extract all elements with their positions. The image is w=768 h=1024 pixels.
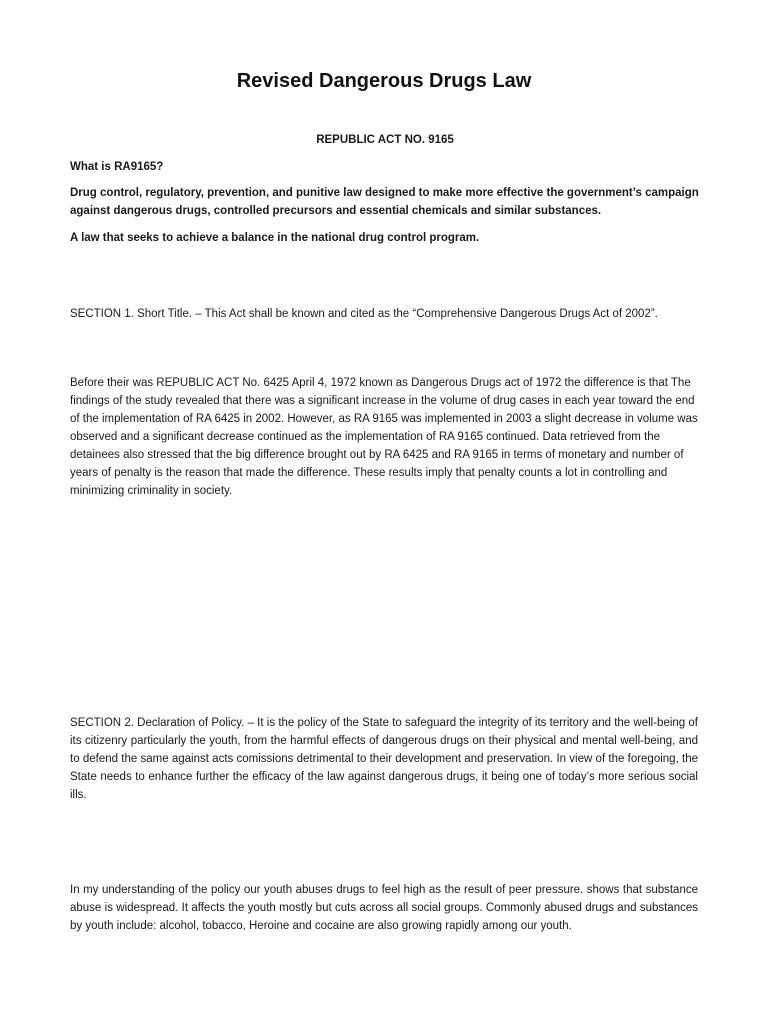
section-2-paragraph: SECTION 2. Declaration of Policy. – It is the policy of the State to safeguard the integrity of its territory and the well-being of its citizenry particularly the youth, from the harmful effects of dangerous drugs on their physical and mental well-being, and to defend the same against acts comissions detrimental to their development and preservation. In view of the foregoing, the State needs to enhance further the efficacy of the law against dangerous drugs, it being one of today’s more serious social ills. xyxy=(70,717,698,801)
definition-paragraph: Drug control, regulatory, prevention, and punitive law designed to make more effective the government’s campaign against dangerous drugs, controlled precursors and essential chemicals and similar substances. xyxy=(70,187,699,217)
document-subtitle: REPUBLIC ACT NO. 9165 xyxy=(316,134,454,146)
question-heading: What is RA9165? xyxy=(70,161,164,173)
history-paragraph: Before their was REPUBLIC ACT No. 6425 April 4, 1972 known as Dangerous Drugs act of 1972 the difference is that The findings of the study revealed that there was a significant increase in the volume of drug cases in each year toward the end of the implementation of RA 6425 in 2002. However, as RA 9165 was implemented in 2003 a slight decrease in volume was observed and a significant decrease continued as the implementation of RA 9165 continued. Data retrieved from the detainees also stressed that the big difference brought out by RA 6425 and RA 9165 in terms of monetary and number of years of penalty is the reason that made the difference. These results imply that penalty counts a lot in controlling and minimizing criminality in society. xyxy=(70,377,698,497)
section-1-paragraph: SECTION 1. Short Title. – This Act shall be known and cited as the “Comprehensive Dangerous Drugs Act of 2002”. xyxy=(70,308,658,320)
understanding-paragraph: In my understanding of the policy our youth abuses drugs to feel high as the result of peer pressure. shows that substance abuse is widespread. It affects the youth mostly but cuts across all social groups. Commonly abused drugs and substances by youth include: alcohol, tobacco, Heroine and cocaine are also growing rapidly among our youth. xyxy=(70,884,698,932)
balance-paragraph: A law that seeks to achieve a balance in the national drug control program. xyxy=(70,232,480,244)
document-title: Revised Dangerous Drugs Law xyxy=(236,70,532,92)
